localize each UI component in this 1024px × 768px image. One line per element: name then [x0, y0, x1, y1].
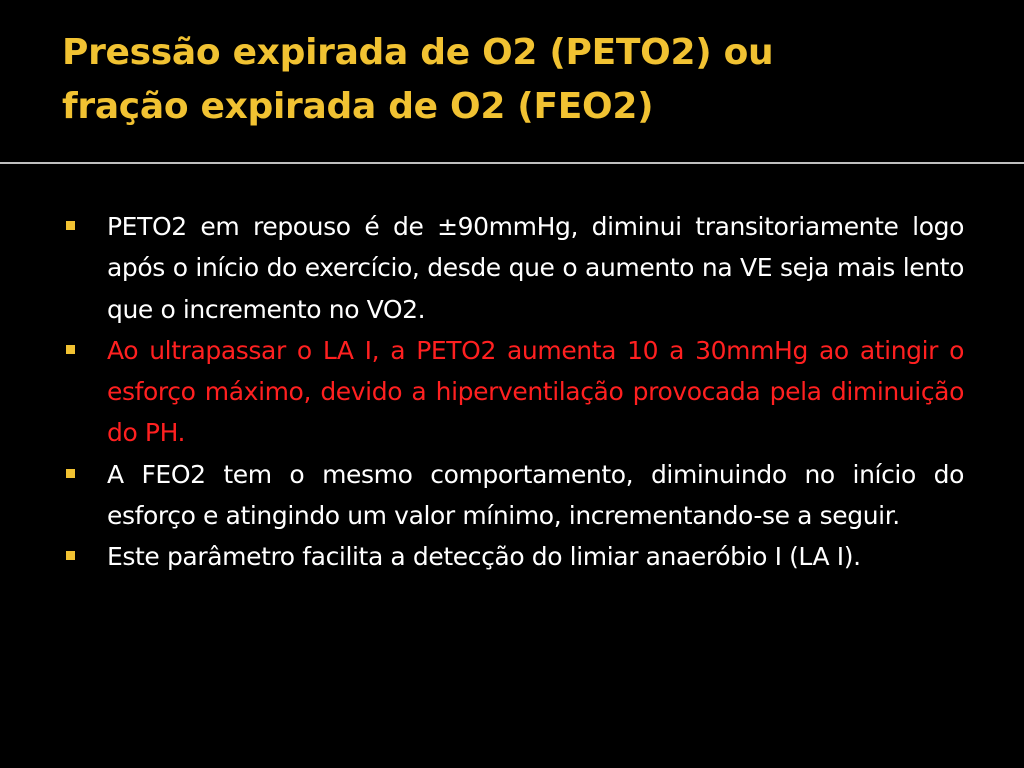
- title-line-1: Pressão expirada de O2 (PETO2) ou: [62, 32, 774, 73]
- bullet-item-3: [64, 454, 964, 537]
- square-bullet-icon: [66, 345, 75, 354]
- bullet-list: [64, 206, 964, 578]
- title-bar: [0, 0, 1024, 158]
- bullet-text-3: A FEO2 tem o mesmo comportamento, diminuindo no início do esforço e atingindo um valor mínimo, incrementando-se a seguir.: [107, 459, 964, 531]
- square-bullet-icon: [66, 221, 75, 230]
- bullet-text-1: PETO2 em repouso é de ±90mmHg, diminui transitoriamente logo após o início do exercício, desde que o aumento na VE seja mais lento que o incremento no VO2.: [107, 212, 964, 324]
- slide-content: [64, 206, 964, 578]
- slide-title: [62, 26, 1002, 134]
- bullet-item-4: [64, 536, 964, 577]
- bullet-item-2: [64, 330, 964, 454]
- bullet-text-2: Ao ultrapassar o LA I, a PETO2 aumenta 10 a 30mmHg ao atingir o esforço máximo, devido a hiperventilação provocada pela diminuição do PH.: [107, 335, 964, 448]
- bullet-item-1: [64, 206, 964, 330]
- title-divider: [0, 162, 1024, 164]
- title-line-2: fração expirada de O2 (FEO2): [62, 86, 654, 127]
- square-bullet-icon: [66, 551, 75, 560]
- square-bullet-icon: [66, 469, 75, 478]
- bullet-text-4: Este parâmetro facilita a detecção do limiar anaeróbio I (LA I).: [107, 542, 861, 572]
